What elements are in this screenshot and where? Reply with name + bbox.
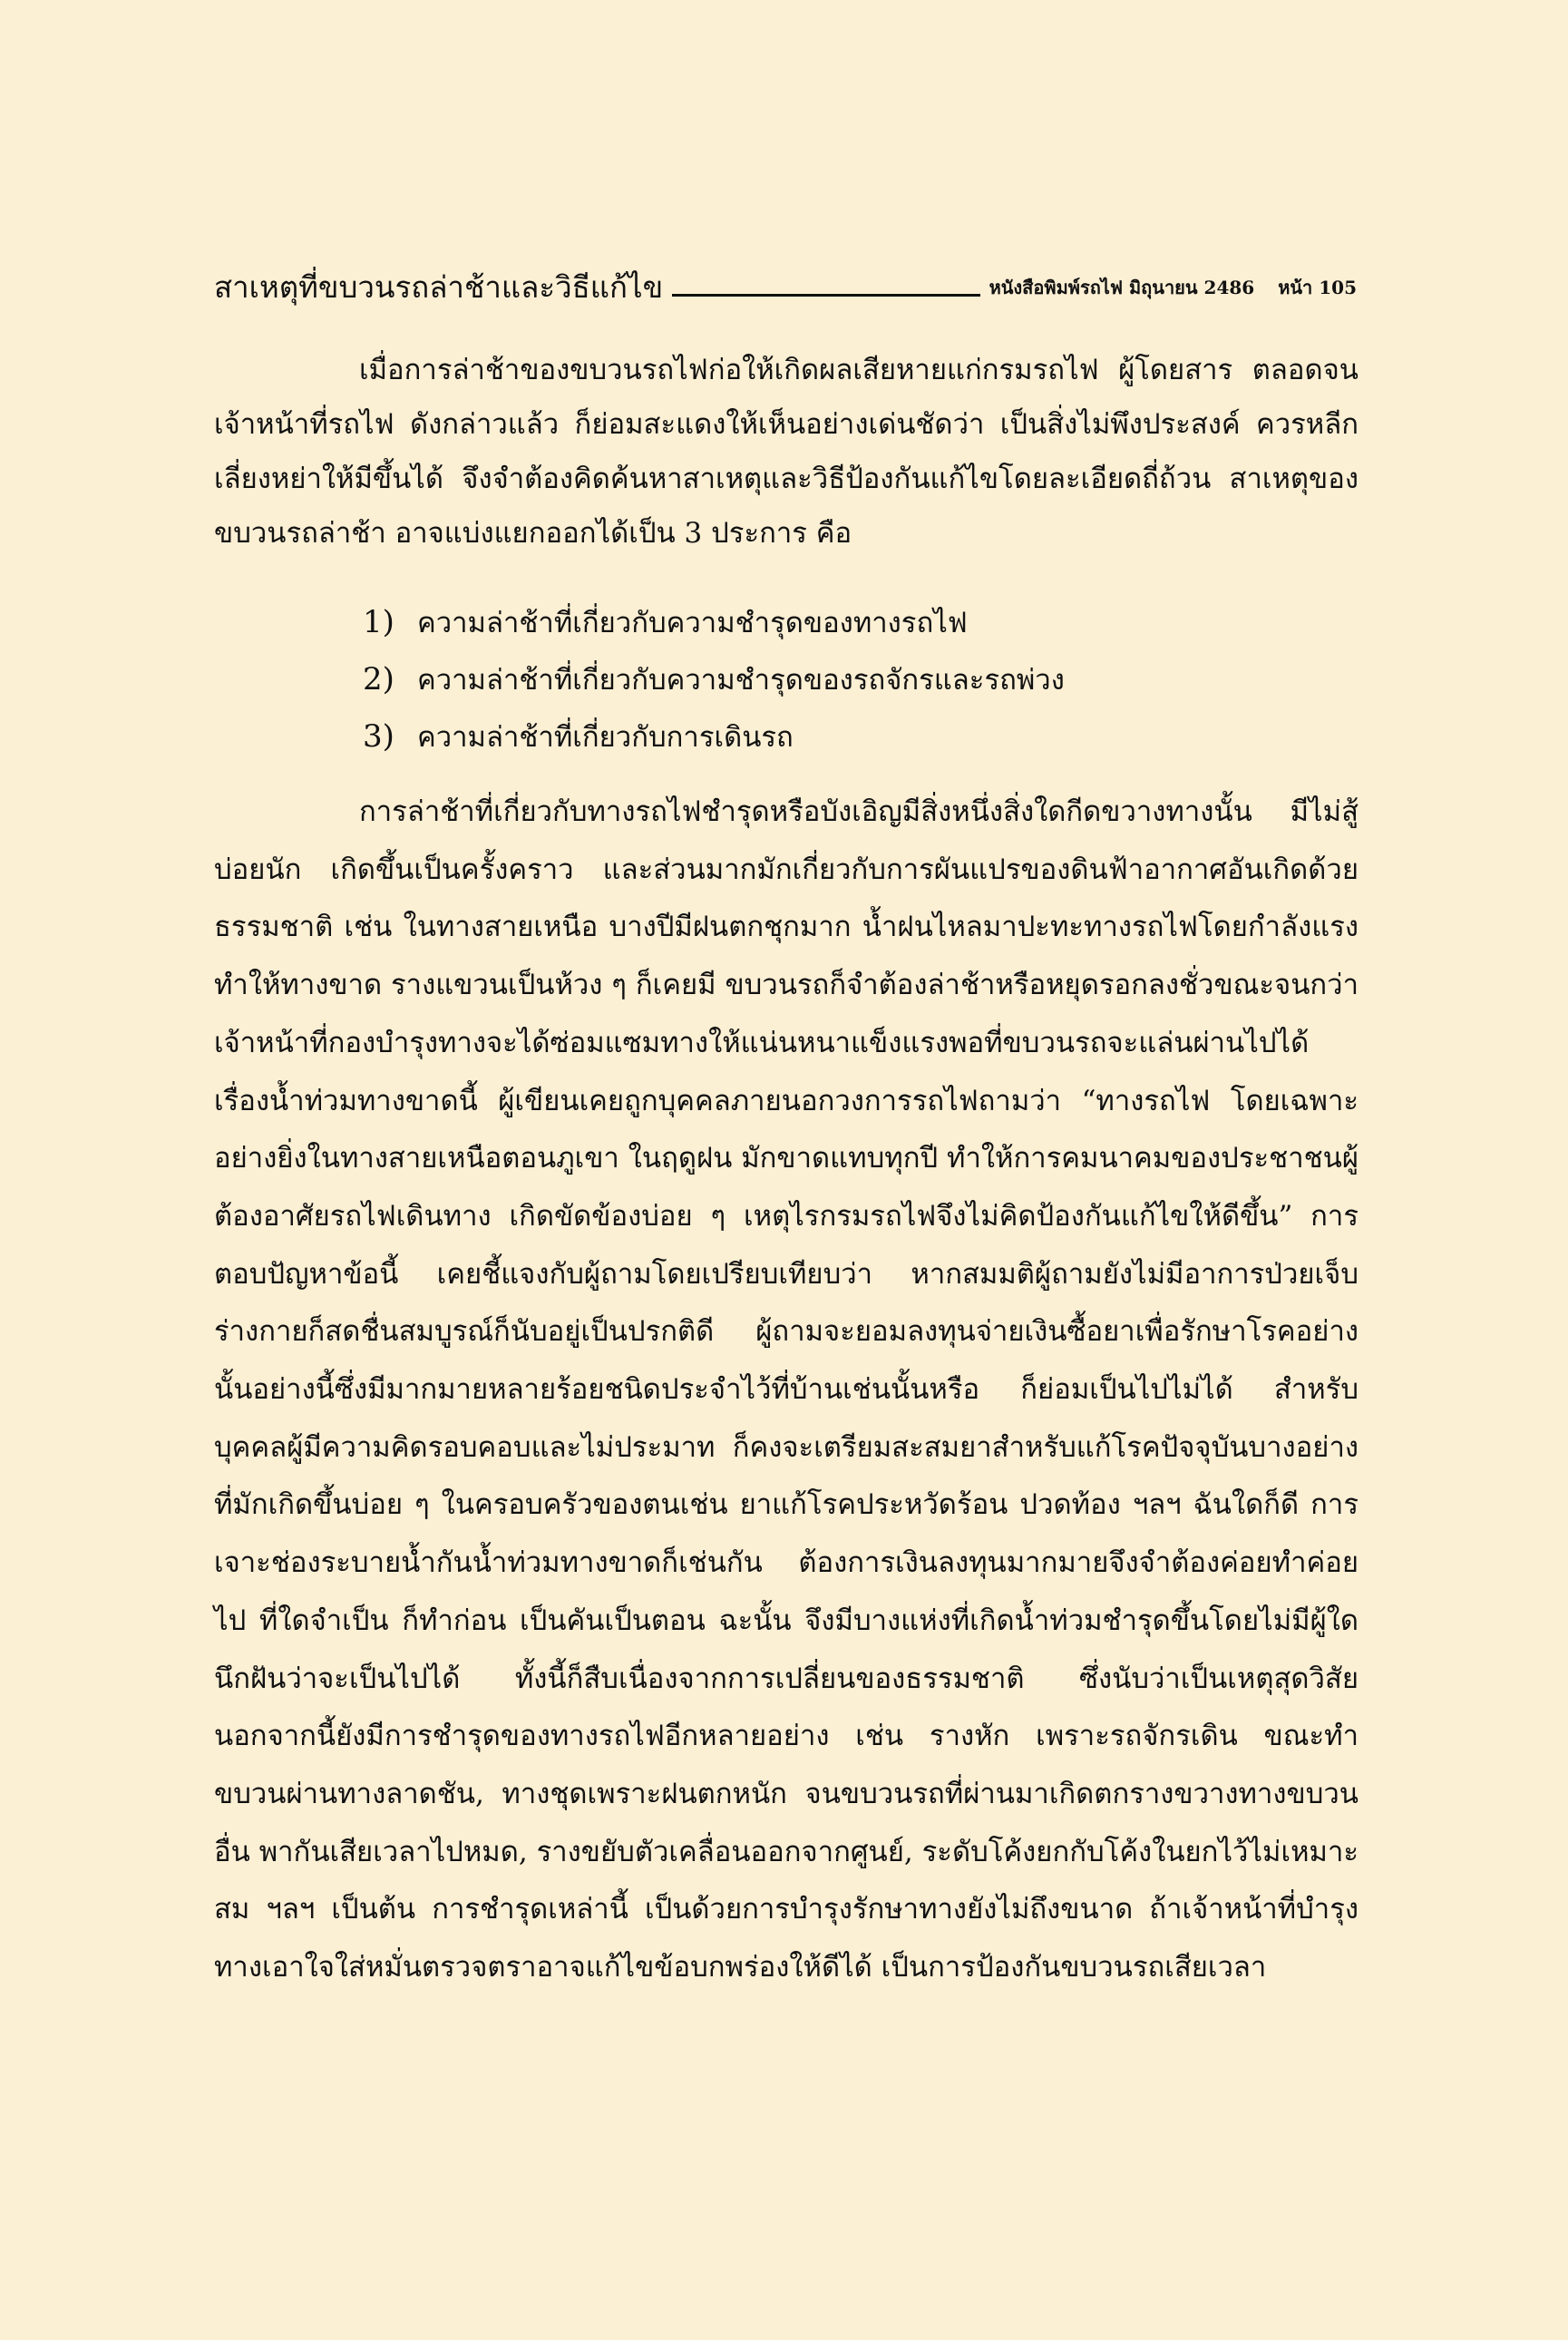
list-item-number: 3): [363, 718, 394, 755]
list-item-text: ความล่าช้าที่เกี่ยวกับการเดินรถ: [417, 721, 794, 754]
paragraph-intro: เมื่อการล่าช้าของขบวนรถไฟก่อให้เกิดผลเสียหายแก่กรมรถไฟ ผู้โดยสาร ตลอดจนเจ้าหน้าที่รถไฟ ดังกล่าวแล้ว ก็ย่อมสะแดงให้เห็นอย่างเด่นชัดว่า เป็นสิ่งไม่พึงประสงค์ ควรหลีกเลี่ยงหย่าให้มีขึ้นได้ จึงจำต้องคิดค้นหาสาเหตุและวิธีป้องกันแก้ไขโดยละเอียดถี่ถ้วน สาเหตุของขบวนรถล่าช้า อาจแบ่งแยกออกได้เป็น 3 ประการ คือ: [214, 354, 1359, 550]
page-header: [214, 257, 1357, 311]
article-title: สาเหตุที่ขบวนรถล่าช้าและวิธีแก้ไข: [214, 269, 664, 305]
paragraph-track-damage: การล่าช้าที่เกี่ยวกับทางรถไฟชำรุดหรือบังเอิญมีสิ่งหนึ่งสิ่งใดกีดขวางทางนั้น มีไม่สู้บ่อยนัก เกิดขึ้นเป็นครั้งคราว และส่วนมากมักเกี่ยวกับการผันแปรของดินฟ้าอากาศอันเกิดด้วยธรรมชาติ เช่น ในทางสายเหนือ บางปีมีฝนตกชุกมาก น้ำฝนไหลมาปะทะทางรถไฟโดยกำลังแรงทำให้ทางขาด รางแขวนเป็นห้วง ๆ ก็เคยมี ขบวนรถก็จำต้องล่าช้าหรือหยุดรอกลงชั่วขณะจนกว่าเจ้าหน้าที่กองบำรุงทางจะได้ซ่อมแซมทางให้แน่นหนาแข็งแรงพอที่ขบวนรถจะแล่นผ่านไปได้ เรื่องน้ำท่วมทางขาดนี้ ผู้เขียนเคยถูกบุคคลภายนอกวงการรถไฟถามว่า “ทางรถไฟ โดยเฉพาะอย่างยิ่งในทางสายเหนือตอนภูเขา ในฤดูฝน มักขาดแทบทุกปี ทำให้การคมนาคมของประชาชนผู้ต้องอาศัยรถไฟเดินทาง เกิดขัดข้องบ่อย ๆ เหตุไรกรมรถไฟจึงไม่คิดป้องกันแก้ไขให้ดีขึ้น” การตอบปัญหาข้อนี้ เคยชี้แจงกับผู้ถามโดยเปรียบเทียบว่า หากสมมติผู้ถามยังไม่มีอาการป่วยเจ็บ ร่างกายก็สดชื่นสมบูรณ์ก็นับอยู่เป็นปรกติดี ผู้ถามจะยอมลงทุนจ่ายเงินซื้อยาเพื่อรักษาโรคอย่างนั้นอย่างนี้ซึ่งมีมากมายหลายร้อยชนิดประจำไว้ที่บ้านเช่นนั้นหรือ ก็ย่อมเป็นไปไม่ได้ สำหรับบุคคลผู้มีความคิดรอบคอบและไม่ประมาท ก็คงจะเตรียมสะสมยาสำหรับแก้โรคปัจจุบันบางอย่างที่มักเกิดขึ้นบ่อย ๆ ในครอบครัวของตนเช่น ยาแก้โรคประหวัดร้อน ปวดท้อง ฯลฯ ฉันใดก็ดี การเจาะช่องระบายน้ำกันน้ำท่วมทางขาดก็เช่นกัน ต้องการเงินลงทุนมากมายจึงจำต้องค่อยทำค่อยไป ที่ใดจำเป็น ก็ทำก่อน เป็นคันเป็นตอน ฉะนั้น จึงมีบางแห่งที่เกิดน้ำท่วมชำรุดขึ้นโดยไม่มีผู้ใดนึกฝันว่าจะเป็นไปได้ ทั้งนี้ก็สืบเนื่องจากการเปลี่ยนของธรรมชาติ ซึ่งนับว่าเป็นเหตุสุดวิสัย นอกจากนี้ยังมีการชำรุดของทางรถไฟอีกหลายอย่าง เช่น รางหัก เพราะรถจักรเดิน ขณะทำขบวนผ่านทางลาดชัน, ทางชุดเพราะฝนตกหนัก จนขบวนรถที่ผ่านมาเกิดตกรางขวางทางขบวนอื่น พากันเสียเวลาไปหมด, รางขยับตัวเคลื่อนออกจากศูนย์, ระดับโค้งยกกับโค้งในยกไว้ไม่เหมาะสม ฯลฯ เป็นต้น การชำรุดเหล่านี้ เป็นด้วยการบำรุงรักษาทางยังไม่ถึงขนาด ถ้าเจ้าหน้าที่บำรุงทางเอาใจใส่หมั่นตรวจตราอาจแก้ไขข้อบกพร่องให้ดีได้ เป็นการป้องกันขบวนรถเสียเวลา: [214, 795, 1359, 1984]
cause-list: [363, 594, 1065, 765]
list-item: [363, 708, 1065, 765]
list-item: [363, 651, 1065, 708]
publication-info: หนังสือพิมพ์รถไฟ มิถุนายน 2486: [989, 277, 1255, 298]
list-item: [363, 594, 1065, 651]
page-number: หน้า 105: [1278, 277, 1357, 298]
header-rule: [672, 294, 979, 297]
list-item-number: 2): [363, 661, 394, 697]
list-item-number: 1): [363, 604, 394, 640]
list-item-text: ความล่าช้าที่เกี่ยวกับความชำรุดของรถจักรและรถพ่วง: [417, 664, 1065, 697]
list-item-text: ความล่าช้าที่เกี่ยวกับความชำรุดของทางรถไฟ: [417, 607, 968, 639]
